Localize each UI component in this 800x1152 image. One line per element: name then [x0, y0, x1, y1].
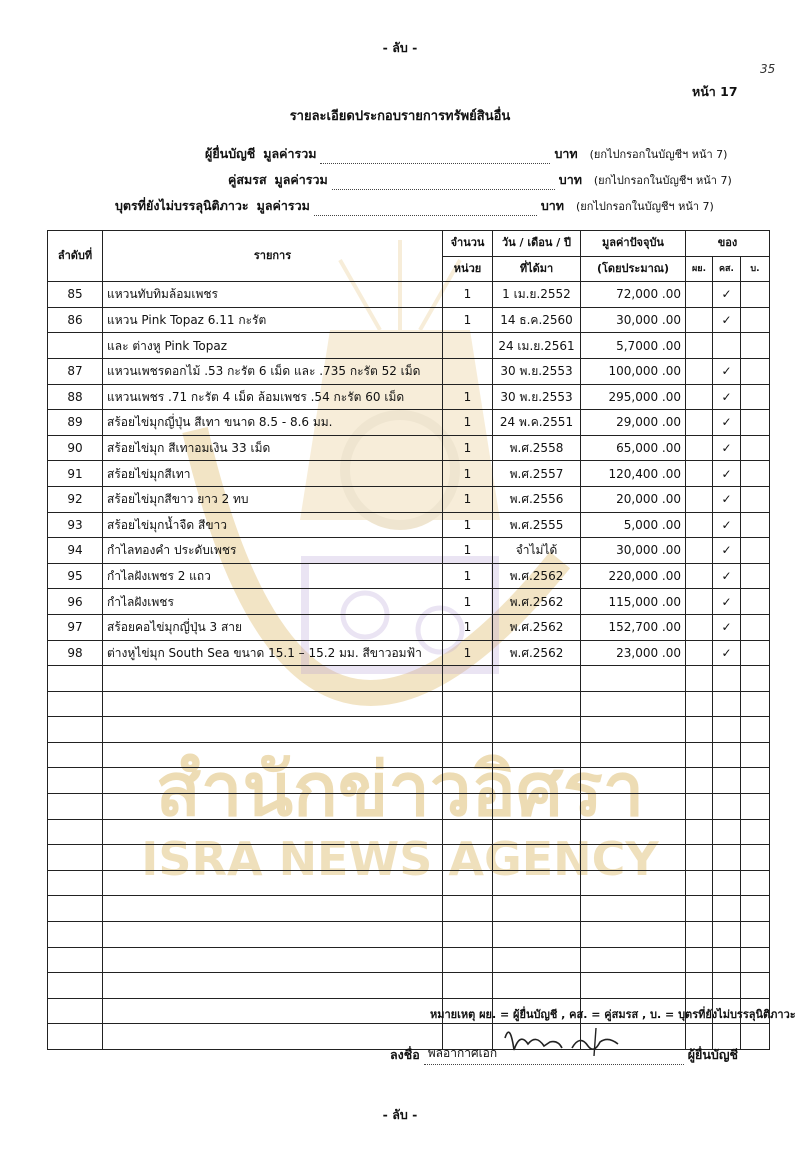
- row-no: [48, 973, 103, 999]
- row-qty: 1: [443, 589, 493, 615]
- row-date: จำไม่ได้: [493, 538, 581, 564]
- row-owner-child: [741, 512, 770, 538]
- row-owner-filer: [686, 947, 713, 973]
- row-qty: 1: [443, 563, 493, 589]
- row-owner-spouse: ✓: [713, 589, 741, 615]
- row-no: 86: [48, 307, 103, 333]
- row-value: [581, 819, 686, 845]
- classified-bottom: - ลับ -: [382, 1107, 418, 1122]
- row-date: [493, 870, 581, 896]
- row-qty: 1: [443, 614, 493, 640]
- row-owner-spouse: [713, 947, 741, 973]
- row-no: [48, 333, 103, 359]
- row-owner-filer: [686, 384, 713, 410]
- header-unit: หน่วย: [443, 256, 493, 282]
- header-value: มูลค่าปัจจุบัน: [581, 231, 686, 257]
- row-qty: [443, 947, 493, 973]
- row-no: [48, 794, 103, 820]
- row-qty: 1: [443, 538, 493, 564]
- row-item: แหวนเพชรดอกไม้ .53 กะรัต 6 เม็ด และ .735 กะรัต 52 เม็ด: [103, 358, 443, 384]
- row-owner-child: [741, 384, 770, 410]
- row-owner-spouse: ✓: [713, 282, 741, 308]
- row-date: [493, 922, 581, 948]
- row-qty: 1: [443, 512, 493, 538]
- row-item: และ ต่างหู Pink Topaz: [103, 333, 443, 359]
- row-owner-spouse: ✓: [713, 461, 741, 487]
- row-owner-filer: [686, 538, 713, 564]
- row-value: 30,000 .00: [581, 538, 686, 564]
- row-owner-child: [741, 691, 770, 717]
- row-owner-child: [741, 768, 770, 794]
- row-item: [103, 870, 443, 896]
- row-value: 65,000 .00: [581, 435, 686, 461]
- empty-table-row: [48, 973, 770, 999]
- row-no: [48, 819, 103, 845]
- empty-table-row: [48, 947, 770, 973]
- row-owner-filer: [686, 640, 713, 666]
- header-owner-filer: ผย.: [686, 256, 713, 282]
- row-owner-spouse: [713, 691, 741, 717]
- handwritten-page-mark: 35: [760, 62, 776, 76]
- row-date: พ.ศ.2556: [493, 486, 581, 512]
- row-value: [581, 870, 686, 896]
- row-no: 96: [48, 589, 103, 615]
- row-qty: 1: [443, 486, 493, 512]
- row-no: [48, 896, 103, 922]
- row-owner-child: [741, 435, 770, 461]
- row-owner-filer: [686, 307, 713, 333]
- row-no: 94: [48, 538, 103, 564]
- row-qty: 1: [443, 282, 493, 308]
- header-qty: จำนวน: [443, 231, 493, 257]
- row-owner-spouse: [713, 845, 741, 871]
- row-owner-filer: [686, 845, 713, 871]
- row-value: [581, 691, 686, 717]
- row-value: [581, 794, 686, 820]
- header-value-sub: (โดยประมาณ): [581, 256, 686, 282]
- row-item: [103, 819, 443, 845]
- row-owner-spouse: ✓: [713, 640, 741, 666]
- row-item: สร้อยไข่มุกสีเทา: [103, 461, 443, 487]
- row-value: [581, 896, 686, 922]
- table-row: [48, 410, 770, 436]
- row-item: [103, 666, 443, 692]
- row-qty: 1: [443, 640, 493, 666]
- row-value: [581, 845, 686, 871]
- asset-table: [47, 230, 770, 1050]
- row-item: สร้อยไข่มุกสีขาว ยาว 2 ทบ: [103, 486, 443, 512]
- empty-table-row: [48, 870, 770, 896]
- table-row: [48, 512, 770, 538]
- row-qty: 1: [443, 410, 493, 436]
- row-owner-spouse: ✓: [713, 384, 741, 410]
- row-no: [48, 947, 103, 973]
- row-owner-filer: [686, 486, 713, 512]
- row-no: 89: [48, 410, 103, 436]
- handwritten-signature: [500, 1020, 630, 1070]
- row-owner-spouse: ✓: [713, 563, 741, 589]
- row-item: [103, 922, 443, 948]
- row-owner-filer: [686, 614, 713, 640]
- row-item: [103, 768, 443, 794]
- row-owner-child: [741, 922, 770, 948]
- row-item: [103, 794, 443, 820]
- row-value: 152,700 .00: [581, 614, 686, 640]
- row-value: 115,000 .00: [581, 589, 686, 615]
- row-value: 295,000 .00: [581, 384, 686, 410]
- row-no: [48, 845, 103, 871]
- row-no: 98: [48, 640, 103, 666]
- row-item: กำไลฝังเพชร: [103, 589, 443, 615]
- row-owner-child: [741, 717, 770, 743]
- row-owner-filer: [686, 691, 713, 717]
- row-qty: [443, 896, 493, 922]
- row-owner-child: [741, 282, 770, 308]
- row-owner-filer: [686, 563, 713, 589]
- row-owner-filer: [686, 333, 713, 359]
- row-qty: 1: [443, 307, 493, 333]
- row-owner-filer: [686, 410, 713, 436]
- row-value: [581, 973, 686, 999]
- row-no: 85: [48, 282, 103, 308]
- row-value: [581, 922, 686, 948]
- row-value: 120,400 .00: [581, 461, 686, 487]
- row-owner-spouse: [713, 742, 741, 768]
- row-qty: 1: [443, 461, 493, 487]
- page-number: หน้า 17: [692, 84, 738, 99]
- row-no: [48, 1024, 103, 1050]
- empty-table-row: [48, 768, 770, 794]
- row-date: [493, 666, 581, 692]
- row-item: ต่างหูไข่มุก South Sea ขนาด 15.1 – 15.2 มม. สีขาวอมฟ้า: [103, 640, 443, 666]
- row-value: 72,000 .00: [581, 282, 686, 308]
- row-qty: [443, 666, 493, 692]
- row-owner-child: [741, 947, 770, 973]
- signature-role: ผู้ยื่นบัญชี: [687, 1047, 738, 1062]
- row-date: [493, 973, 581, 999]
- row-qty: [443, 333, 493, 359]
- row-owner-filer: [686, 896, 713, 922]
- table-row: [48, 461, 770, 487]
- table-row: [48, 538, 770, 564]
- table-row: [48, 307, 770, 333]
- row-owner-spouse: ✓: [713, 358, 741, 384]
- row-owner-spouse: [713, 973, 741, 999]
- row-no: 97: [48, 614, 103, 640]
- table-row: [48, 282, 770, 308]
- row-owner-filer: [686, 742, 713, 768]
- row-owner-filer: [686, 870, 713, 896]
- row-value: 20,000 .00: [581, 486, 686, 512]
- row-owner-spouse: [713, 794, 741, 820]
- row-no: [48, 998, 103, 1024]
- row-item: แหวนเพชร .71 กะรัต 4 เม็ด ล้อมเพชร .54 กะรัต 60 เม็ด: [103, 384, 443, 410]
- watermark-english-text: ISRA NEWS AGENCY: [141, 832, 659, 886]
- row-owner-spouse: ✓: [713, 307, 741, 333]
- row-item: สร้อยไข่มุกญี่ปุ่น สีเทา ขนาด 8.5 - 8.6 มม.: [103, 410, 443, 436]
- row-qty: 1: [443, 384, 493, 410]
- row-owner-spouse: [713, 333, 741, 359]
- row-date: พ.ศ.2558: [493, 435, 581, 461]
- row-value: [581, 768, 686, 794]
- row-owner-spouse: [713, 666, 741, 692]
- row-date: 1 เม.ย.2552: [493, 282, 581, 308]
- empty-table-row: [48, 691, 770, 717]
- row-owner-filer: [686, 589, 713, 615]
- row-item: สร้อยไข่มุก สีเทาอมเงิน 33 เม็ด: [103, 435, 443, 461]
- row-qty: [443, 717, 493, 743]
- row-owner-spouse: ✓: [713, 486, 741, 512]
- table-row: [48, 563, 770, 589]
- row-date: พ.ศ.2555: [493, 512, 581, 538]
- row-date: [493, 768, 581, 794]
- row-owner-spouse: ✓: [713, 538, 741, 564]
- row-date: [493, 947, 581, 973]
- row-owner-spouse: [713, 922, 741, 948]
- row-owner-child: [741, 819, 770, 845]
- row-item: [103, 973, 443, 999]
- row-no: 93: [48, 512, 103, 538]
- row-date: 30 พ.ย.2553: [493, 384, 581, 410]
- empty-table-row: [48, 742, 770, 768]
- row-item: สร้อยไข่มุกน้ำจืด สีขาว: [103, 512, 443, 538]
- row-owner-filer: [686, 435, 713, 461]
- row-owner-spouse: ✓: [713, 435, 741, 461]
- table-header-row: [48, 231, 770, 257]
- row-item: [103, 691, 443, 717]
- header-owner: ของ: [686, 231, 770, 257]
- row-owner-spouse: [713, 819, 741, 845]
- row-owner-filer: [686, 461, 713, 487]
- row-owner-child: [741, 461, 770, 487]
- row-owner-filer: [686, 973, 713, 999]
- header-date-sub: ที่ได้มา: [493, 256, 581, 282]
- row-date: พ.ศ.2562: [493, 589, 581, 615]
- row-no: [48, 691, 103, 717]
- row-date: พ.ศ.2557: [493, 461, 581, 487]
- empty-table-row: [48, 666, 770, 692]
- row-item: แหวนทับทิมล้อมเพชร: [103, 282, 443, 308]
- table-row: [48, 640, 770, 666]
- watermark-thai-text: สำนักข่าวอิศรา: [155, 747, 645, 833]
- row-owner-filer: [686, 717, 713, 743]
- row-qty: [443, 358, 493, 384]
- empty-table-row: [48, 896, 770, 922]
- summary-spouse: คู่สมรส มูลค่ารวม บาท (ยกไปกรอกในบัญชีฯ หน้า 7): [228, 170, 732, 190]
- row-owner-child: [741, 358, 770, 384]
- row-item: [103, 742, 443, 768]
- row-value: [581, 666, 686, 692]
- row-owner-filer: [686, 922, 713, 948]
- row-owner-filer: [686, 666, 713, 692]
- row-date: [493, 742, 581, 768]
- row-owner-filer: [686, 358, 713, 384]
- row-owner-child: [741, 538, 770, 564]
- row-qty: [443, 768, 493, 794]
- row-no: 91: [48, 461, 103, 487]
- row-value: 5,000 .00: [581, 512, 686, 538]
- row-date: [493, 845, 581, 871]
- row-owner-filer: [686, 282, 713, 308]
- row-value: [581, 717, 686, 743]
- table-row: [48, 333, 770, 359]
- row-item: [103, 947, 443, 973]
- row-owner-child: [741, 563, 770, 589]
- row-no: [48, 717, 103, 743]
- row-item: [103, 717, 443, 743]
- table-row: [48, 384, 770, 410]
- row-qty: [443, 691, 493, 717]
- row-owner-filer: [686, 768, 713, 794]
- row-owner-spouse: [713, 870, 741, 896]
- row-no: 88: [48, 384, 103, 410]
- row-owner-child: [741, 794, 770, 820]
- row-item: สร้อยคอไข่มุกญี่ปุ่น 3 สาย: [103, 614, 443, 640]
- row-qty: [443, 819, 493, 845]
- row-value: [581, 742, 686, 768]
- row-item: [103, 845, 443, 871]
- header-owner-child: บ.: [741, 256, 770, 282]
- row-no: 92: [48, 486, 103, 512]
- row-owner-filer: [686, 819, 713, 845]
- row-owner-child: [741, 333, 770, 359]
- row-value: 220,000 .00: [581, 563, 686, 589]
- empty-table-row: [48, 845, 770, 871]
- row-date: [493, 819, 581, 845]
- row-value: 30,000 .00: [581, 307, 686, 333]
- asset-table-body: [48, 282, 770, 1050]
- empty-table-row: [48, 717, 770, 743]
- table-row: [48, 589, 770, 615]
- row-date: พ.ศ.2562: [493, 563, 581, 589]
- table-row: [48, 435, 770, 461]
- row-owner-child: [741, 666, 770, 692]
- row-date: [493, 717, 581, 743]
- row-owner-filer: [686, 512, 713, 538]
- signature-label: ลงชื่อ: [390, 1047, 420, 1062]
- row-item: กำไลทองคำ ประดับเพชร: [103, 538, 443, 564]
- header-no: ลำดับที่: [48, 231, 103, 282]
- row-owner-child: [741, 307, 770, 333]
- classified-top: - ลับ -: [382, 40, 418, 55]
- row-date: [493, 691, 581, 717]
- row-date: 14 ธ.ค.2560: [493, 307, 581, 333]
- footnote: หมายเหตุ ผย. = ผู้ยื่นบัญชี , คส. = คู่สมรส , บ. = บุตรที่ยังไม่บรรลุนิติภาวะ: [430, 1008, 796, 1021]
- row-owner-spouse: [713, 768, 741, 794]
- row-date: พ.ศ.2562: [493, 614, 581, 640]
- table-row: [48, 614, 770, 640]
- row-qty: [443, 794, 493, 820]
- row-date: [493, 794, 581, 820]
- row-owner-child: [741, 896, 770, 922]
- row-owner-child: [741, 845, 770, 871]
- page-title: รายละเอียดประกอบรายการทรัพย์สินอื่น: [289, 109, 511, 124]
- row-qty: 1: [443, 435, 493, 461]
- row-item: กำไลฝังเพชร 2 แถว: [103, 563, 443, 589]
- row-value: 23,000 .00: [581, 640, 686, 666]
- table-row: [48, 358, 770, 384]
- row-owner-child: [741, 486, 770, 512]
- row-no: [48, 922, 103, 948]
- row-qty: [443, 870, 493, 896]
- row-item: [103, 998, 443, 1024]
- empty-table-row: [48, 794, 770, 820]
- empty-table-row: [48, 922, 770, 948]
- row-owner-spouse: ✓: [713, 512, 741, 538]
- row-no: [48, 742, 103, 768]
- row-no: [48, 768, 103, 794]
- row-owner-child: [741, 410, 770, 436]
- row-owner-spouse: [713, 717, 741, 743]
- row-date: พ.ศ.2562: [493, 640, 581, 666]
- row-qty: [443, 742, 493, 768]
- row-date: 24 เม.ย.2561: [493, 333, 581, 359]
- row-value: [581, 947, 686, 973]
- row-no: [48, 666, 103, 692]
- row-date: [493, 896, 581, 922]
- row-owner-child: [741, 640, 770, 666]
- row-no: [48, 870, 103, 896]
- row-owner-filer: [686, 794, 713, 820]
- row-owner-child: [741, 589, 770, 615]
- row-owner-child: [741, 1024, 770, 1050]
- row-qty: [443, 973, 493, 999]
- row-owner-child: [741, 614, 770, 640]
- signer-title: พลอากาศเอก: [427, 1046, 498, 1060]
- header-owner-spouse: คส.: [713, 256, 741, 282]
- row-qty: [443, 922, 493, 948]
- row-qty: [443, 845, 493, 871]
- row-owner-spouse: ✓: [713, 614, 741, 640]
- summary-filer: ผู้ยื่นบัญชี มูลค่ารวม บาท (ยกไปกรอกในบัญชีฯ หน้า 7): [205, 144, 727, 164]
- row-owner-child: [741, 742, 770, 768]
- row-no: 95: [48, 563, 103, 589]
- row-owner-spouse: ✓: [713, 410, 741, 436]
- empty-table-row: [48, 819, 770, 845]
- row-date: 24 พ.ค.2551: [493, 410, 581, 436]
- row-value: 29,000 .00: [581, 410, 686, 436]
- row-value: 100,000 .00: [581, 358, 686, 384]
- row-value: 5,7000 .00: [581, 333, 686, 359]
- row-owner-child: [741, 973, 770, 999]
- row-no: 87: [48, 358, 103, 384]
- row-item: แหวน Pink Topaz 6.11 กะรัต: [103, 307, 443, 333]
- row-owner-child: [741, 870, 770, 896]
- row-item: [103, 896, 443, 922]
- row-date: 30 พ.ย.2553: [493, 358, 581, 384]
- header-item: รายการ: [103, 231, 443, 282]
- summary-children: บุตรที่ยังไม่บรรลุนิติภาวะ มูลค่ารวม บาท (ยกไปกรอกในบัญชีฯ หน้า 7): [115, 196, 714, 216]
- row-no: 90: [48, 435, 103, 461]
- row-owner-spouse: [713, 896, 741, 922]
- table-row: [48, 486, 770, 512]
- header-date: วัน / เดือน / ปี: [493, 231, 581, 257]
